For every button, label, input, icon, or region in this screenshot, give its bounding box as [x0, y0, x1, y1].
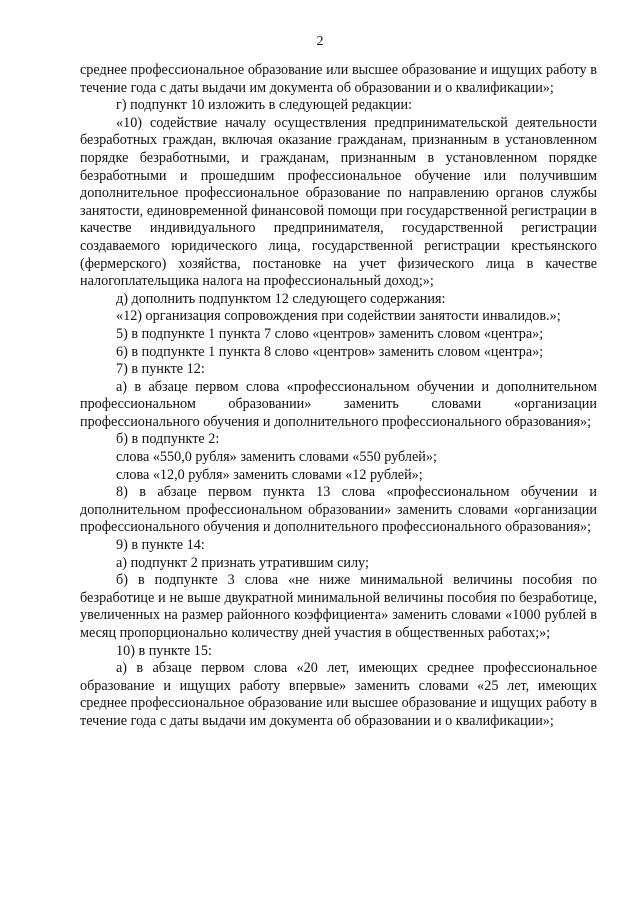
paragraph: 6) в подпункте 1 пункта 8 слово «центров» заменить словом «центра»;: [116, 343, 544, 360]
paragraph: б) в подпункте 2:: [116, 431, 220, 448]
paragraph: г) подпункт 10 изложить в следующей редакции:: [116, 97, 413, 114]
paragraph: слова «12,0 рубля» заменить словами «12 рублей»;: [116, 466, 423, 483]
paragraph: а) в абзаце первом слова «20 лет, имеющих среднее профессиональное образование и ищущих работу впервые» заменить словами «25 лет, имеющих среднее профессиональное образование или высшее образование и ищущих работу в течение года с даты выдачи им документа об образовании и о квалификации»;: [80, 660, 597, 729]
paragraph: а) подпункт 2 признать утратившим силу;: [116, 554, 369, 571]
page-number: 2: [316, 34, 324, 49]
document-body: [80, 62, 597, 731]
paragraph: д) дополнить подпунктом 12 следующего содержания:: [116, 290, 446, 307]
paragraph: 7) в пункте 12:: [116, 361, 205, 378]
paragraph: 5) в подпункте 1 пункта 7 слово «центров» заменить словом «центра»;: [116, 325, 544, 342]
paragraph: среднее профессиональное образование или высшее образование и ищущих работу в течение года с даты выдачи им документа об образовании и о квалификации»;: [80, 62, 597, 96]
paragraph: а) в абзаце первом слова «профессиональном обучении и дополнительном профессиональном образовании» заменить словами «организации профессионального обучения и дополнительного профессионального образования»;: [80, 378, 597, 430]
paragraph: 10) в пункте 15:: [116, 642, 212, 659]
paragraph: слова «550,0 рубля» заменить словами «550 рублей»;: [116, 449, 437, 466]
paragraph: б) в подпункте 3 слова «не ниже минимальной величины пособия по безработице и не выше двукратной минимальной величины пособия по безработице, увеличенных на размер районного коэффициента» заменить словами «1000 рублей в месяц пропорционально количеству дней участия в общественных работах;»;: [80, 572, 597, 641]
paragraph: 8) в абзаце первом пункта 13 слова «профессиональном обучении и дополнительном профессиональном образовании» заменить словами «организации профессионального обучения и дополнительного профессионального образования»;: [80, 484, 597, 536]
paragraph: «10) содействие началу осуществления предпринимательской деятельности безработных граждан, включая оказание гражданам, признанным в установленном порядке безработными, и гражданам, признанным в установленном порядке безработными и прошедшим профессиональное обучение или получившим дополнительное профессиональное образование по направлению органов службы занятости, единовременной финансовой помощи при государственной регистрации в качестве индивидуального предпринимателя, государственной регистрации создаваемого юридического лица, государственной регистрации крестьянского (фермерского) хозяйства, постановке на учет физического лица в качестве налогоплательщика налога на профессиональный доход;»;: [80, 114, 597, 290]
paragraph: «12) организация сопровождения при содействии занятости инвалидов.»;: [116, 308, 561, 325]
paragraph: 9) в пункте 14:: [116, 537, 205, 554]
